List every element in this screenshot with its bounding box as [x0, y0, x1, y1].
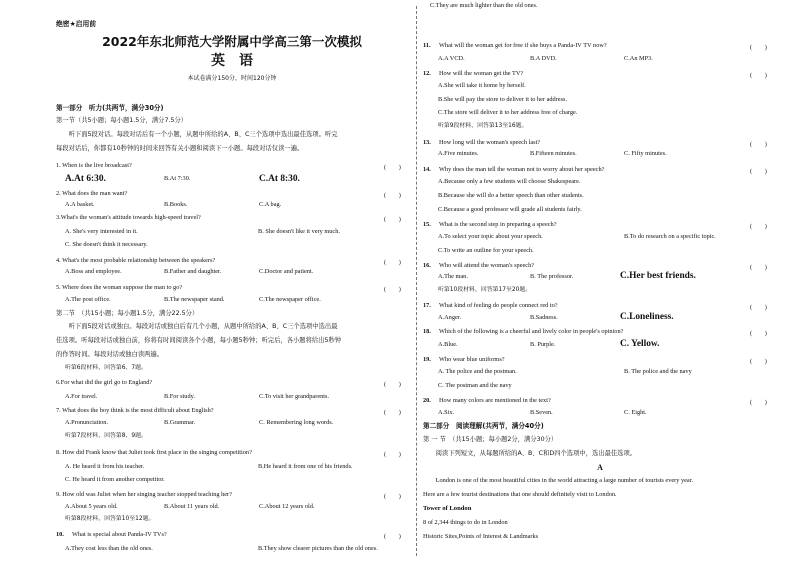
- answer-bracket: ( ): [384, 451, 401, 458]
- option-c: C.About 12 years old.: [259, 503, 315, 510]
- option-a: A.Boss and employee.: [65, 268, 122, 275]
- option-c: C.A bag.: [259, 201, 282, 208]
- part1-sec2-instr: 听下面5段对话或独白。每段对话或独白后有几个小题，从题中所给的A、B、C三个选项中选出最: [56, 323, 338, 330]
- column-divider: [416, 6, 418, 556]
- option-c: C. Fifty minutes.: [624, 150, 667, 157]
- subject-title: 英 语: [211, 53, 253, 69]
- option-b: B.He heard it from one of his friends.: [258, 463, 353, 470]
- question-stem: Why does the man tell the woman not to worry about her speech?: [439, 166, 605, 173]
- passage-paragraph: London is one of the most beautiful cities in the world attracting a large number of tourists every year.: [423, 477, 694, 484]
- option-b: B.Grammar.: [164, 419, 196, 426]
- answer-bracket: ( ): [384, 164, 401, 171]
- answer-bracket: ( ): [384, 216, 401, 223]
- option-b: B.They show clearer pictures than the old ones.: [258, 545, 378, 552]
- part1-sec2-instr: 的作答时间。每段对话或独白读两遍。: [56, 351, 164, 358]
- question-number: 14.: [423, 166, 431, 173]
- question-stem: 2. What does the man want?: [56, 190, 128, 197]
- part2-title: 第二部分 阅读理解(共两节，满分40分): [423, 422, 544, 430]
- option-a: A.The man.: [438, 273, 468, 280]
- answer-bracket: ( ): [750, 223, 767, 230]
- option-a: A.About 5 years old.: [65, 503, 118, 510]
- exam-info: 本试卷满分150分，时间120分钟: [187, 75, 277, 82]
- answer-bracket: ( ): [750, 168, 767, 175]
- option-a: A. He heard it from his teacher.: [65, 463, 145, 470]
- option-c: C.To write an outline for your speech.: [438, 247, 534, 254]
- answer-bracket: ( ): [384, 192, 401, 199]
- question-stem: 9. How old was Juliet when her singing teacher stopped teaching her?: [56, 491, 232, 498]
- option-a: A.To select your topic about your speech.: [438, 233, 543, 240]
- option-b: B.A DVD.: [530, 55, 557, 62]
- answer-bracket: ( ): [750, 44, 767, 51]
- question-number: 13.: [423, 139, 431, 146]
- material-note: 听第10段材料，回答第17至20题。: [438, 287, 532, 293]
- passage-line: Historic Sites,Points of Interest & Landmarks: [423, 533, 539, 540]
- option-c: C. The postman and the navy: [438, 382, 512, 389]
- option-c: C. Yellow.: [620, 339, 660, 349]
- option-c: C. Remembering long words.: [259, 419, 334, 426]
- option-c: C.At 8:30.: [259, 174, 300, 184]
- option-b: B.She will pay the store to deliver it to her address.: [438, 96, 568, 103]
- option-b: B.Books.: [164, 201, 188, 208]
- option-a: A.Pronunciation.: [65, 419, 109, 426]
- option-c: C.To visit her grandparents.: [259, 393, 330, 400]
- option-a: A.A VCD.: [438, 55, 465, 62]
- option-c: C.Loneliness.: [620, 312, 674, 322]
- answer-bracket: ( ): [384, 286, 401, 293]
- question-stem: 4. What's the most probable relationship between the speakers?: [56, 257, 216, 264]
- question-stem: 7. What does the boy think is the most difficult about English?: [56, 407, 214, 414]
- question-number: 18.: [423, 328, 431, 335]
- option-b: B.Seven.: [530, 409, 553, 416]
- option-b: B.For study.: [164, 393, 195, 400]
- option-c: C.They are much lighter than the old ones.: [430, 2, 538, 9]
- option-b: B.About 11 years old.: [164, 503, 220, 510]
- option-c: C.The store will deliver it to her address free of charge.: [438, 109, 578, 116]
- question-number: 12.: [423, 70, 431, 77]
- part1-sec2-title: 第二节 （共15小题；每小题1.5分，满分22.5分）: [56, 310, 199, 317]
- question-stem: 5. Where does the woman suppose the man to go?: [56, 284, 183, 291]
- option-a: A.She will take it home by herself.: [438, 82, 526, 89]
- part2-sec1-title: 第 一 节 （共15小题；每小题2分，满分30分）: [423, 436, 558, 443]
- question-stem: 3.What's the woman's attitude towards high-speed travel?: [56, 214, 201, 221]
- question-stem: Who wear blue uniforms?: [439, 356, 505, 363]
- option-a: A.The post office.: [65, 296, 111, 303]
- answer-bracket: ( ): [750, 141, 767, 148]
- question-stem: Who will attend the woman's speech?: [439, 262, 535, 269]
- option-c: C. He heard it from another competitor.: [65, 476, 165, 483]
- option-c: C.Because a good professor will grade all students fairly.: [438, 206, 582, 213]
- option-a: A.At 6:30.: [65, 174, 106, 184]
- material-note: 听第8段材料，回答第10至12题。: [65, 516, 155, 522]
- question-number: 15.: [423, 221, 431, 228]
- option-a: A.They cost less than the old ones.: [65, 545, 153, 552]
- question-stem: 6.For what did the girl go to England?: [56, 379, 153, 386]
- answer-bracket: ( ): [750, 264, 767, 271]
- option-b: B. Purple.: [530, 341, 556, 348]
- passage-paragraph: Here are a few tourist destinations that one should definitely visit to London.: [423, 491, 617, 498]
- option-a: A.Blue.: [438, 341, 458, 348]
- answer-bracket: ( ): [750, 399, 767, 406]
- material-note: 听第9段材料，回答第13至16题。: [438, 123, 528, 129]
- option-b: B.To do research on a specific topic.: [624, 233, 716, 240]
- part1-title: 第一部分 听力(共两节，满分30分): [56, 104, 164, 112]
- question-stem: How will the woman get the TV?: [439, 70, 524, 77]
- option-a: A.For travel.: [65, 393, 98, 400]
- question-number: 10.: [56, 531, 64, 538]
- answer-bracket: ( ): [384, 259, 401, 266]
- option-a: A.Five minutes.: [438, 150, 479, 157]
- question-stem: What kind of feeling do people connect red to?: [439, 302, 558, 309]
- answer-bracket: ( ): [384, 409, 401, 416]
- option-b: B. She doesn't like it very much.: [258, 228, 340, 235]
- option-b: B.Fifteen minutes.: [530, 150, 577, 157]
- question-stem: What is the second step in preparing a speech?: [439, 221, 557, 228]
- option-a: A. The police and the postman.: [438, 368, 517, 375]
- question-stem: What will the woman get for free if she buys a Panda-IV TV now?: [439, 42, 607, 49]
- answer-bracket: ( ): [750, 72, 767, 79]
- option-b: B. The professor.: [530, 273, 574, 280]
- question-number: 16.: [423, 262, 431, 269]
- option-b: B.Because she will do a better speech than other students.: [438, 192, 584, 199]
- question-number: 17.: [423, 302, 431, 309]
- option-a: A.Six.: [438, 409, 455, 416]
- part1-sec1-instr: 听下面5段对话。每段对话后有一个小题，从题中所给的A、B、C三个选项中选出最佳选项。听完: [56, 131, 338, 138]
- option-c: C.An MP3.: [624, 55, 653, 62]
- answer-bracket: ( ): [750, 358, 767, 365]
- material-note: 听第6段材料，回答第6、7题。: [65, 365, 147, 371]
- question-number: 20.: [423, 397, 431, 404]
- option-a: A.Anger.: [438, 314, 462, 321]
- answer-bracket: ( ): [384, 381, 401, 388]
- question-stem: 8. How did Frank know that Juliet took first place in the singing competition?: [56, 449, 252, 456]
- question-number: 19.: [423, 356, 431, 363]
- question-stem: What is special about Panda-IV TVs?: [72, 531, 167, 538]
- question-stem: How many colors are mentioned in the text?: [439, 397, 551, 404]
- question-number: 11.: [423, 42, 431, 49]
- option-b: B.Father and daughter.: [164, 268, 222, 275]
- tower-heading: Tower of London: [423, 505, 472, 512]
- option-a: A.A basket.: [65, 201, 95, 208]
- part1-sec1-title: 第一节（共5小题；每小题1.5分，满分7.5分）: [56, 117, 188, 124]
- passage-letter: A: [597, 463, 603, 472]
- answer-bracket: ( ): [750, 304, 767, 311]
- option-c: C.The newspaper office.: [259, 296, 321, 303]
- option-c: C. She doesn't think it necessary.: [65, 241, 148, 248]
- question-stem: Which of the following is a cheerful and lively color in people's opinion?: [439, 328, 624, 335]
- option-b: B.At 7:30.: [164, 175, 191, 182]
- material-note: 听第7段材料，回答第8、9题。: [65, 433, 147, 439]
- option-b: B.Sadness.: [530, 314, 558, 321]
- part2-sec1-instr: 阅读下列短文，从每题所给的A、B、C和D四个选项中，选出最佳选项。: [423, 450, 637, 457]
- exam-title: 2022年东北师范大学附属中学高三第一次模拟: [102, 34, 362, 49]
- option-c: C.Her best friends.: [620, 271, 696, 281]
- option-a: A. She's very interested in it.: [65, 228, 138, 235]
- answer-bracket: ( ): [384, 493, 401, 500]
- part1-sec1-instr: 每段对话后，你都有10秒钟的时间来回答有关小题和阅读下一小题。每段对话仅读一遍。: [56, 145, 304, 152]
- option-c: C. Eight.: [624, 409, 647, 416]
- answer-bracket: ( ): [750, 330, 767, 337]
- question-stem: 1. When is the live broadcast?: [56, 162, 132, 169]
- question-stem: How long will the woman's speech last?: [439, 139, 541, 146]
- part1-sec2-instr: 佳选项。听每段对话或独白前，你将有时间阅读各个小题，每小题5秒钟；听完后，各小题将给出5秒钟: [56, 337, 342, 344]
- answer-bracket: ( ): [384, 533, 401, 540]
- option-b: B. The police and the navy: [624, 368, 692, 375]
- option-b: B.The newspaper stand.: [164, 296, 225, 303]
- option-a: A.Because only a few students will choose Shakespeare.: [438, 178, 581, 185]
- passage-line: 8 of 2,344 things to do in London: [423, 519, 508, 526]
- option-c: C.Doctor and patient.: [259, 268, 314, 275]
- secret-label: 绝密★启用前: [56, 20, 97, 28]
